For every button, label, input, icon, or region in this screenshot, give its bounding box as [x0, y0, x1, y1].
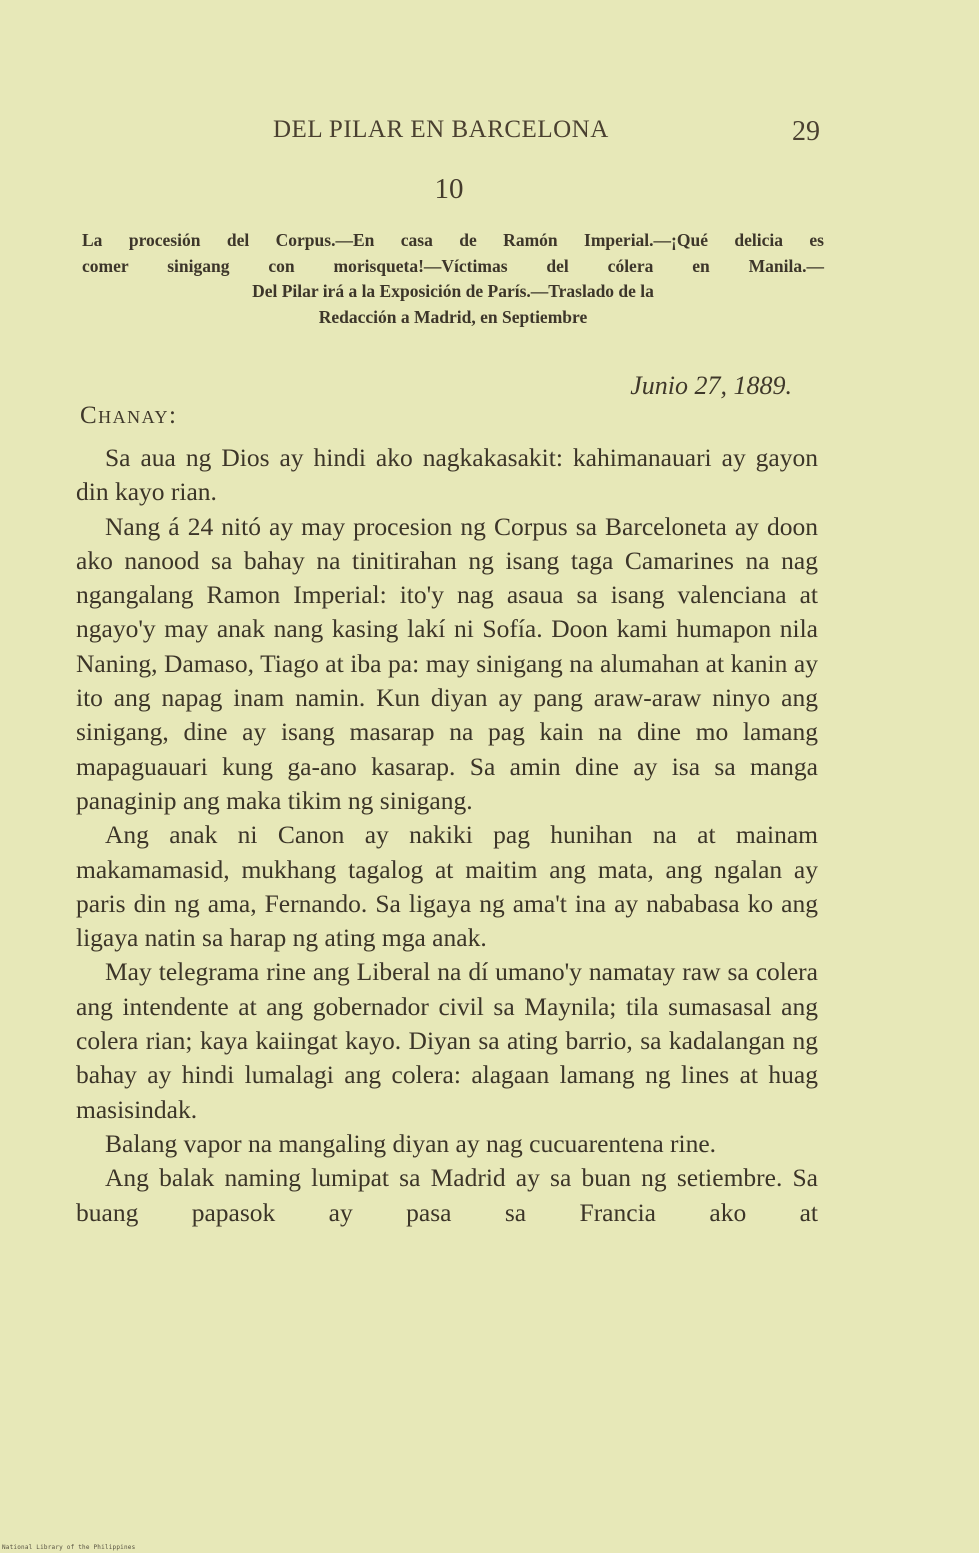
- summary-line: comer sinigang con morisqueta!—Víctimas del cólera en Manila.—: [82, 255, 824, 276]
- letter-paragraph: May telegrama rine ang Liberal na dí umano'y namatay raw sa colera ang intendente at ang gobernador civil sa Maynila; tila sumasasal ang colera rian; kaya kaiingat kayo. Diyan sa ating barrio, sa kadalangan ng bahay ay hindi lumalagi ang colera: alagaan lamang ng lines at huag masisindak.: [76, 957, 818, 1124]
- letter-paragraph: Nang á 24 nitó ay may procesion ng Corpus sa Barceloneta ay doon ako nanood sa bahay na tinitirahan ng isang taga Camarines na nag ngangalang Ramon Imperial: ito'y nag asaua sa isang valenciana at ngayo'y may anak nang kasing lakí ni Sofía. Doon kami humapon nila Naning, Damaso, Tiago at iba pa: may sinigang na alumahan at kanin ay ito ang napag inam namin. Kun diyan ay pang araw-araw ninyo ang sinigang, dine ay isang masarap na pag kain na dine mo lamang mapaguauari kung ga-ano kasarap. Sa amin dine ay isa sa manga panaginip ang maka tikim ng sinigang.: [76, 511, 818, 815]
- running-title: DEL PILAR EN BARCELONA: [273, 116, 609, 143]
- summary-line: Redacción a Madrid, en Septiembre: [318, 306, 588, 327]
- footer-credit: National Library of the Philippines: [2, 1544, 136, 1551]
- letter-salutation: Chanay:: [80, 402, 178, 429]
- letter-paragraph: Ang anak ni Canon ay nakiki pag hunihan na at mainam makamamasid, mukhang tagalog at maitim ang mata, ang ngalan ay paris din ng ama, Fernando. Sa ligaya ng ama't ina ay nababasa ko ang ligaya natin sa harap ng ating mga anak.: [76, 820, 818, 953]
- running-head: [0, 116, 979, 152]
- summary-line: Del Pilar irá a la Exposición de París.—Traslado de la: [252, 281, 654, 301]
- letter-paragraph: Sa aua ng Dios ay hindi ako nagkakasakit: kahimanauari ay gayon din kayo rian.: [76, 443, 818, 507]
- letter-date: Junio 27, 1889.: [630, 371, 792, 400]
- letter-body: [76, 441, 818, 1230]
- chapter-summary: [82, 228, 824, 330]
- letter-paragraph: Ang balak naming lumipat sa Madrid ay sa buan ng setiembre. Sa buang papasok ay pasa sa Francia ako at: [76, 1163, 818, 1227]
- summary-line: La procesión del Corpus.—En casa de Ramón Imperial.—¡Qué delicia es: [82, 230, 824, 250]
- page-number: 29: [792, 116, 820, 147]
- chapter-number: 10: [434, 173, 464, 205]
- letter-paragraph: Balang vapor na mangaling diyan ay nag cucuarentena rine.: [105, 1128, 717, 1158]
